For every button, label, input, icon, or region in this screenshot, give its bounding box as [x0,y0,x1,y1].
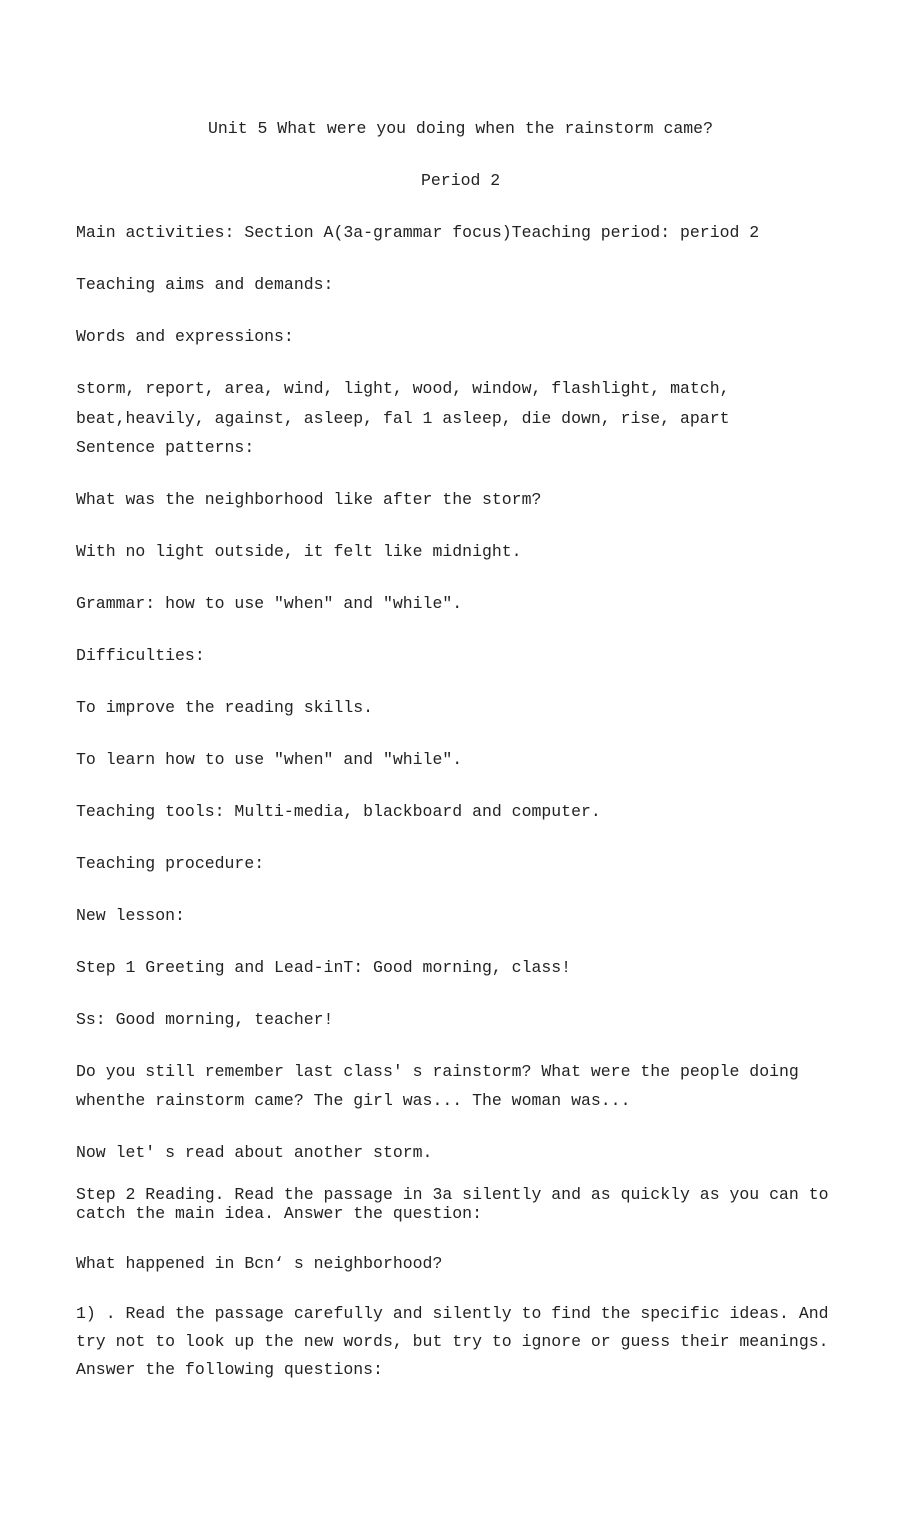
paragraph-line: What happened in Bcn‘ s neighborhood? [76,1254,443,1273]
document-title: Unit 5 What were you doing when the rainstorm came? [208,119,713,138]
paragraph-line: With no light outside, it felt like midnight. [76,542,522,561]
paragraph-line: To improve the reading skills. [76,698,374,717]
paragraph-line: beat,heavily, against, asleep, fal 1 asleep, die down, rise, apart [76,409,730,428]
paragraph-line: try not to look up the new words, but try to ignore or guess their meanings. [76,1332,829,1351]
paragraph-line: Grammar: how to use "when" and "while". [76,594,463,613]
paragraph-line: catch the main idea. Answer the question: [76,1204,482,1223]
paragraph-line: storm, report, area, wind, light, wood, window, flashlight, match, [76,379,730,398]
paragraph-line: Do you still remember last class' s rainstorm? What were the people doing [76,1062,799,1081]
section-heading: New lesson: [76,906,185,925]
section-heading: Difficulties: [76,646,205,665]
paragraph-line: What was the neighborhood like after the storm? [76,490,542,509]
section-heading: Teaching procedure: [76,854,265,873]
paragraph-line: Ss: Good morning, teacher! [76,1010,334,1029]
section-heading: Words and expressions: [76,327,294,346]
section-heading: Sentence patterns: [76,438,255,457]
paragraph-line: whenthe rainstorm came? The girl was... The woman was... [76,1091,631,1110]
paragraph-line: Now let' s read about another storm. [76,1143,433,1162]
paragraph-line: Teaching tools: Multi-media, blackboard and computer. [76,802,601,821]
paragraph-line: Step 1 Greeting and Lead-inT: Good morning, class! [76,958,572,977]
main-activities: Main activities: Section A(3a-grammar focus)Teaching period: period 2 [76,223,760,242]
section-heading: Teaching aims and demands: [76,275,334,294]
paragraph-line: To learn how to use "when" and "while". [76,750,463,769]
period-heading: Period 2 [421,171,501,190]
paragraph-line: Answer the following questions: [76,1360,383,1379]
paragraph-line: Step 2 Reading. Read the passage in 3a silently and as quickly as you can to [76,1185,829,1204]
paragraph-line: 1) . Read the passage carefully and silently to find the specific ideas. And [76,1304,829,1323]
